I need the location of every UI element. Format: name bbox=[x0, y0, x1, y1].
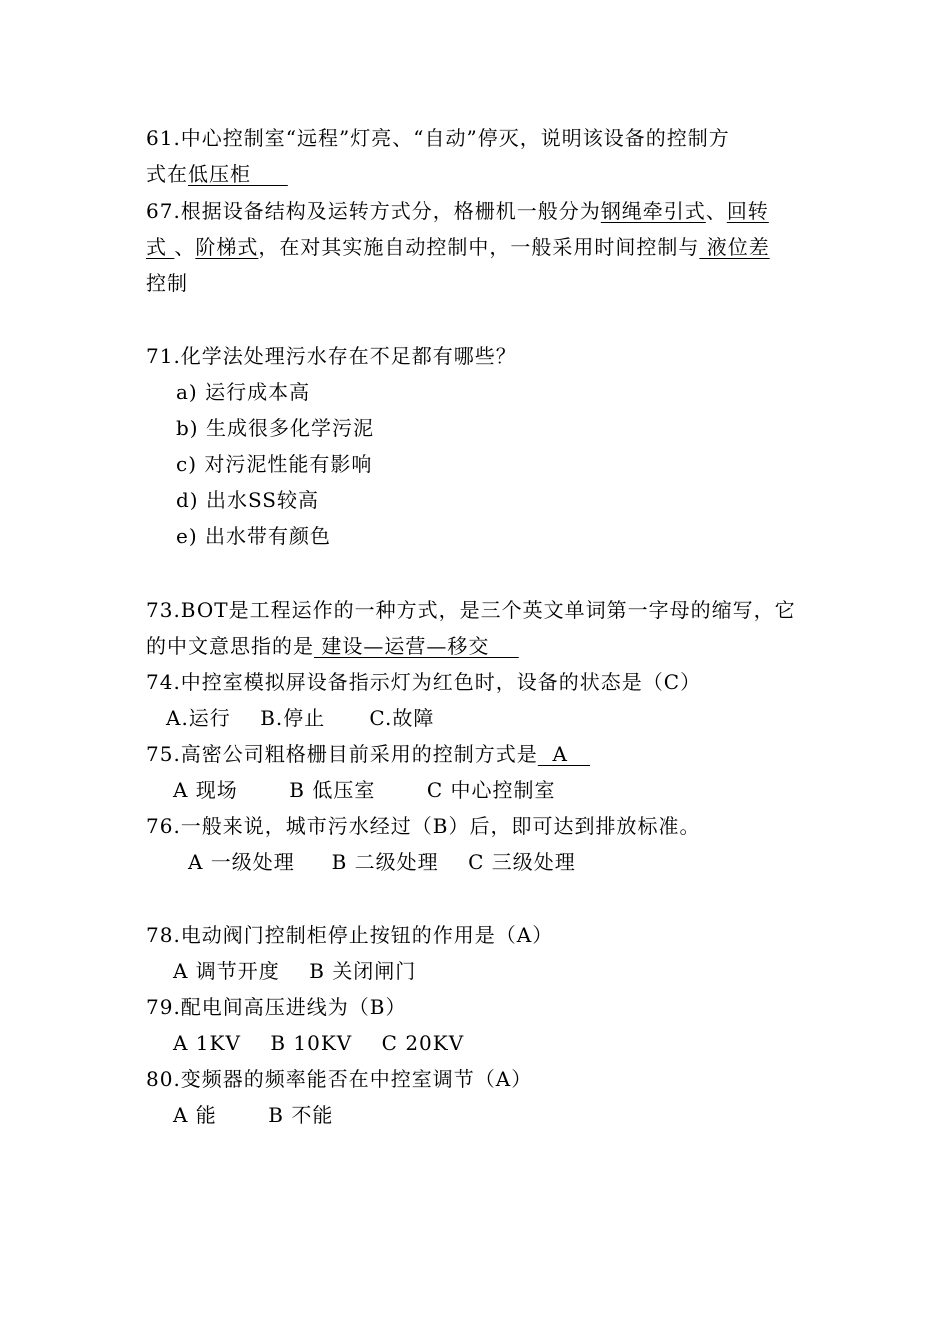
q80-options: A 能 B 不能 bbox=[173, 1103, 334, 1127]
q71-question: 71.化学法处理污水存在不足都有哪些？ bbox=[146, 344, 517, 368]
q67-line1 bbox=[146, 193, 769, 229]
q74-options: A.运行 B.停止 C.故障 bbox=[166, 706, 435, 730]
q78-question: 78.电动阀门控制柜停止按钮的作用是（A） bbox=[146, 923, 554, 947]
q67-sep2: 、 bbox=[174, 235, 196, 259]
q76-options: A 一级处理 B 二级处理 C 三级处理 bbox=[188, 850, 576, 874]
q76-question: 76.一般来说，城市污水经过（B）后，即可达到排放标准。 bbox=[146, 814, 701, 838]
q80-question: 80.变频器的频率能否在中控室调节（A） bbox=[146, 1067, 533, 1091]
q71-option-d: d) 出水SS较高 bbox=[176, 488, 320, 512]
q75-options: A 现场 B 低压室 C 中心控制室 bbox=[173, 778, 556, 802]
q75-question bbox=[146, 736, 590, 772]
q67-answer2b: 式 bbox=[146, 235, 175, 259]
q67-answer1: 钢绳牵引式 bbox=[600, 199, 706, 223]
q61-line2 bbox=[146, 156, 288, 192]
q75-answer: A bbox=[537, 742, 591, 766]
q67-text2: ，在对其实施自动控制中，一般采用时间控制与 bbox=[258, 235, 700, 259]
q75-prefix: 75.高密公司粗格栅目前采用的控制方式是 bbox=[146, 742, 538, 766]
q74-question: 74.中控室模拟屏设备指示灯为红色时，设备的状态是（C） bbox=[146, 670, 702, 694]
q71-option-b: b) 生成很多化学污泥 bbox=[176, 416, 374, 440]
q73-answer: 建设—运营—移交 bbox=[314, 634, 519, 658]
q67-answer3: 阶梯式 bbox=[195, 235, 259, 259]
q61-answer: 低压柜 bbox=[188, 162, 288, 186]
q67-line2 bbox=[146, 229, 770, 265]
q73-line1: 73.BOT是工程运作的一种方式，是三个英文单词第一字母的缩写，它 bbox=[146, 598, 796, 622]
q67-line3: 控制 bbox=[146, 271, 188, 295]
q78-options: A 调节开度 B 关闭闸门 bbox=[173, 959, 417, 983]
q73-line2 bbox=[146, 628, 519, 664]
q67-text1: 67.根据设备结构及运转方式分，格栅机一般分为 bbox=[146, 199, 601, 223]
q67-answer4: 液位差 bbox=[699, 235, 770, 259]
q71-option-a: a) 运行成本高 bbox=[176, 380, 311, 404]
q67-sep1: 、 bbox=[705, 199, 727, 223]
q79-options: A 1KV B 10KV C 20KV bbox=[173, 1031, 465, 1055]
q71-option-e: e) 出水带有颜色 bbox=[176, 524, 331, 548]
q61-prefix: 式在 bbox=[146, 162, 188, 186]
q71-option-c: c) 对污泥性能有影响 bbox=[176, 452, 373, 476]
q79-question: 79.配电间高压进线为（B） bbox=[146, 995, 407, 1019]
q61-line1: 61.中心控制室“远程”灯亮、“自动”停灭，说明该设备的控制方 bbox=[146, 126, 730, 150]
q73-prefix: 的中文意思指的是 bbox=[146, 634, 314, 658]
q67-answer2a: 回转 bbox=[726, 199, 769, 223]
